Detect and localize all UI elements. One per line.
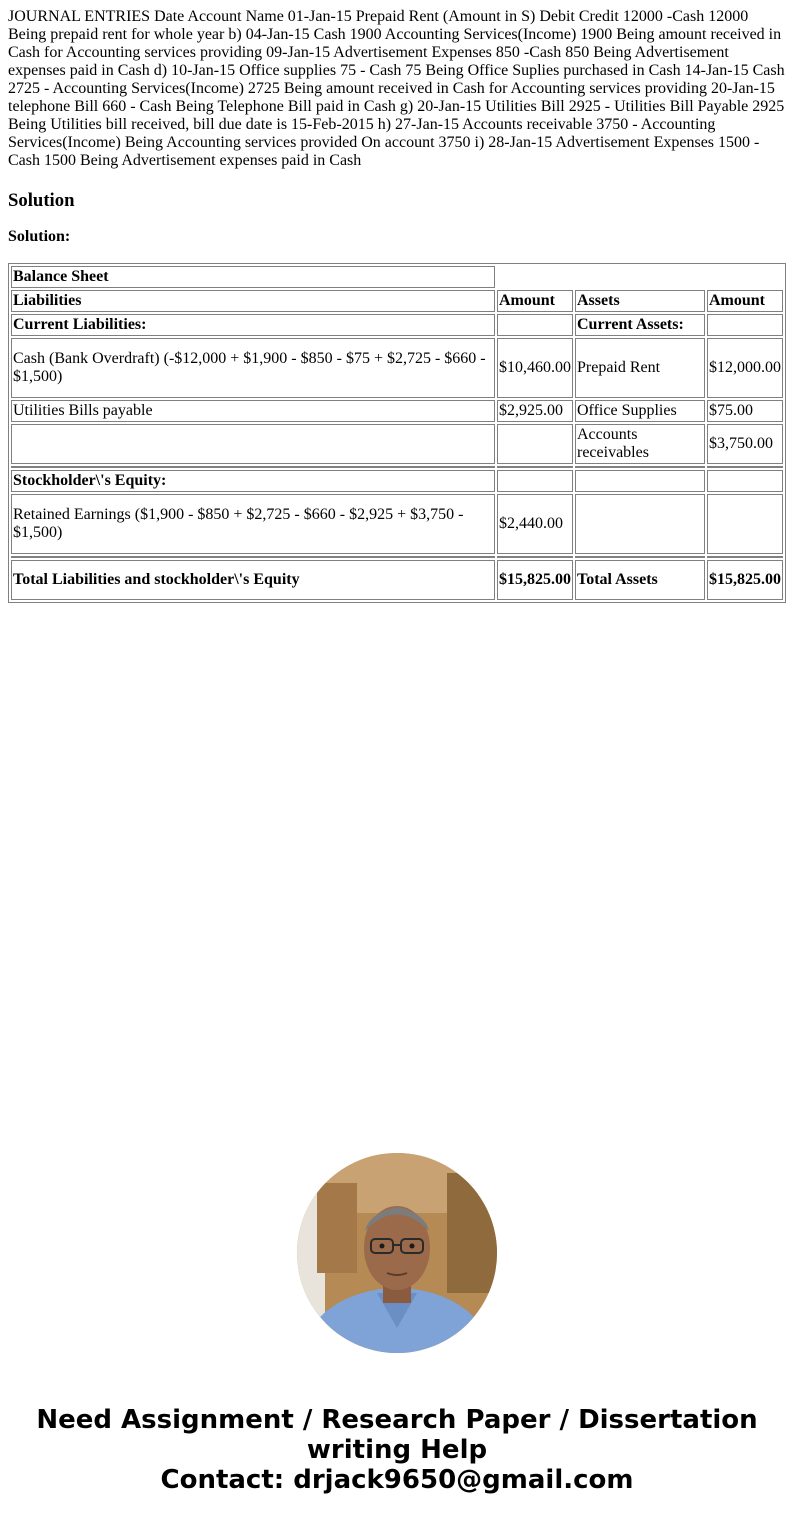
asset-label: Prepaid Rent	[575, 338, 705, 398]
liability-amount: $2,925.00	[497, 400, 573, 422]
header-amount-assets: Amount	[707, 290, 783, 312]
promo-section	[0, 1153, 794, 1353]
section-row	[11, 314, 783, 336]
asset-label: Accounts receivables	[575, 424, 705, 464]
promo-line-2: Contact: drjack9650@gmail.com	[160, 1465, 634, 1495]
table-row	[11, 400, 783, 422]
equity-section-row	[11, 470, 783, 492]
retained-earnings-label: Retained Earnings ($1,900 - $850 + $2,725 - $660 - $2,925 + $3,750 - $1,500)	[11, 494, 495, 554]
liability-amount	[497, 424, 573, 464]
solution-subheading: Solution:	[8, 228, 71, 245]
retained-earnings-amount: $2,440.00	[497, 494, 573, 554]
header-liabilities: Liabilities	[11, 290, 495, 312]
total-assets-amount: $15,825.00	[707, 560, 783, 600]
equity-label: Stockholder\'s Equity:	[11, 470, 495, 492]
question-text: JOURNAL ENTRIES Date Account Name 01-Jan-15 Prepaid Rent (Amount in S) Debit Credit 12000 -Cash 12000 Being prepaid rent for whole year b) 04-Jan-15 Cash 1900 Accounting Services(Income) 1900 Being amount received in Cash for Accounting services providing 09-Jan-15 Advertisement Expenses 850 -Cash 850 Being Advertisement expenses paid in Cash d) 10-Jan-15 Office supplies 75 - Cash 75 Being Office Suplies purchased in Cash 14-Jan-15 Cash 2725 - Accounting Services(Income) 2725 Being amount received in Cash for Accounting services providing 20-Jan-15 telephone Bill 660 - Cash Being Telephone Bill paid in Cash g) 20-Jan-15 Utilities Bill 2925 - Utilities Bill Payable 2925 Being Utilities bill received, bill due date is 15-Feb-2015 h) 27-Jan-15 Accounts receivable 3750 - Accounting Services(Income) Being Accounting services provided On account 3750 i) 28-Jan-15 Advertisement Expenses 1500 - Cash 1500 Being Advertisement expenses paid in Cash	[8, 8, 785, 169]
total-assets-label: Total Assets	[575, 560, 705, 600]
asset-amount: $12,000.00	[707, 338, 783, 398]
asset-amount: $3,750.00	[707, 424, 783, 464]
header-assets: Assets	[575, 290, 705, 312]
liability-label	[11, 424, 495, 464]
table-row	[11, 338, 783, 398]
asset-amount: $75.00	[707, 400, 783, 422]
table-row	[11, 424, 783, 464]
balance-sheet-title: Balance Sheet	[11, 266, 495, 288]
avatar	[297, 1153, 497, 1353]
asset-label: Office Supplies	[575, 400, 705, 422]
total-liabilities-amount: $15,825.00	[497, 560, 573, 600]
header-amount-liabilities: Amount	[497, 290, 573, 312]
header-row	[11, 290, 783, 312]
liability-amount: $10,460.00	[497, 338, 573, 398]
liability-label: Utilities Bills payable	[11, 400, 495, 422]
current-assets-label: Current Assets:	[575, 314, 705, 336]
total-liabilities-label: Total Liabilities and stockholder\'s Equity	[11, 560, 495, 600]
promo-text	[0, 1405, 794, 1495]
solution-heading: Solution	[8, 190, 75, 211]
liability-label: Cash (Bank Overdraft) (-$12,000 + $1,900 - $850 - $75 + $2,725 - $660 - $1,500)	[11, 338, 495, 398]
total-row	[11, 560, 783, 600]
table-row	[11, 494, 783, 554]
current-liabilities-label: Current Liabilities:	[11, 314, 495, 336]
separator-row	[11, 556, 783, 558]
separator-row	[11, 466, 783, 468]
balance-sheet-table	[8, 263, 786, 603]
promo-line-1: Need Assignment / Research Paper / Dissertation writing Help	[36, 1405, 758, 1465]
page-content	[0, 0, 794, 603]
